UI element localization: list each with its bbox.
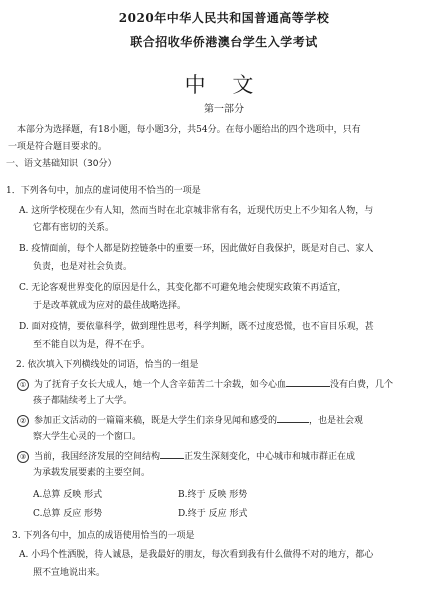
q3-stem: 3. 下列各句中，加点的成语使用恰当的一项是 — [12, 531, 195, 541]
q2-item-2-text-b: ，也是社会观 — [309, 416, 364, 426]
exam-title-line1: 2020年中华人民共和国普通高等学校 — [118, 11, 330, 25]
section-heading: 一、语文基础知识（30分） — [6, 159, 117, 169]
q1-option-a: A. 这所学校现在少有人知，然而当时在北京城非常有名，近现代历史上不少知名人物，与 — [19, 206, 374, 216]
q1-stem: 1．下列各句中，加点的虚词使用不恰当的一项是 — [6, 186, 201, 196]
q2-item-3-cont: 为承载发展要素的主要空间。 — [33, 468, 151, 478]
q2-item-3-text-a: 当前，我国经济发展的空间结构 — [34, 452, 161, 462]
instructions-line2: 一项是符合题目要求的。 — [8, 142, 108, 152]
number-1-marker: ① — [17, 379, 29, 391]
q3-option-a-cont: 照不宣地说出来。 — [33, 568, 106, 578]
exam-title-line2: 联合招收华侨港澳台学生入学考试 — [130, 35, 318, 49]
q1-option-a-cont: 它都有密切的关系。 — [33, 223, 115, 233]
q1-option-b-cont: 负责，也是对社会负责。 — [33, 262, 133, 272]
q2-item-2-cont: 察大学生心灵的一个窗口。 — [33, 432, 142, 442]
q1-option-b: B. 疫情面前，每个人都是防控链条中的重要一环，因此做好自我保护，既是对自己、家人 — [19, 244, 374, 254]
q2-option-b: B.终于 反映 形势 — [178, 490, 248, 500]
number-3-marker: ③ — [17, 451, 29, 463]
subject-title: 中 文 — [184, 73, 264, 97]
answer-blank-2[interactable] — [277, 413, 309, 423]
q2-item-3 — [17, 449, 355, 463]
q2-item-1 — [17, 377, 393, 391]
part-title: 第一部分 — [204, 104, 244, 115]
answer-blank-3[interactable] — [160, 449, 184, 459]
q2-item-1-text-b: 没有白费，几个 — [330, 380, 394, 390]
q2-item-2 — [17, 413, 363, 427]
number-2-marker: ② — [17, 415, 29, 427]
q1-option-d-cont: 至不能自以为是，得不在乎。 — [33, 340, 151, 350]
answer-blank-1[interactable] — [286, 377, 330, 387]
q2-item-2-text-a: 参加正文活动的一篇篇来稿，既是大学生们亲身见闻和感受的 — [34, 416, 278, 426]
instructions-line1: 本部分为选择题，有18小题，每小题3分，共54分。在每小题给出的四个选项中，只有 — [17, 125, 361, 135]
q2-stem: 2. 依次填入下列横线处的词语，恰当的一组是 — [16, 360, 199, 370]
q1-option-d: D. 面对疫情，要依靠科学，做到理性思考，科学判断，既不过度恐慌，也不盲目乐观，甚 — [19, 322, 374, 332]
q3-option-a: A. 小玛个性洒脱，待人诚恳，是我最好的朋友，每次看到我有什么做得不对的地方，都心 — [19, 550, 374, 560]
q2-option-c: C.总算 反应 形势 — [33, 509, 103, 519]
q2-option-d: D.终于 反应 形式 — [178, 509, 248, 519]
q1-option-c-cont: 于是改革就成为应对的最佳战略选择。 — [33, 301, 187, 311]
q1-option-c: C. 无论客观世界变化的原因是什么，其变化都不可避免地会使现实政策不再适宜， — [19, 283, 347, 293]
q2-option-a: A.总算 反映 形式 — [33, 490, 103, 500]
q2-item-1-text-a: 为了抚育子女长大成人，她一个人含辛茹苦二十余载，如今心血 — [34, 380, 287, 390]
q2-item-3-text-b: 正发生深刻变化，中心城市和城市群正在成 — [184, 452, 356, 462]
q2-item-1-cont: 孩子都陆续考上了大学。 — [33, 396, 133, 406]
